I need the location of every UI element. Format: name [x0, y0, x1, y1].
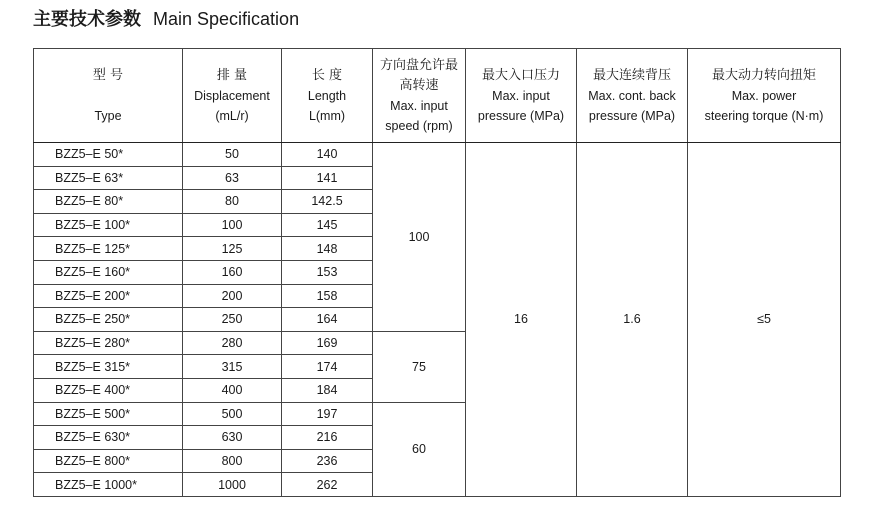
cell-type: BZZ5–E 1000*: [34, 473, 183, 497]
header-input-pressure-en-2: pressure (MPa): [477, 108, 565, 123]
cell-displacement: 630: [183, 426, 282, 450]
header-torque: [688, 49, 841, 143]
cell-length: 216: [282, 426, 373, 450]
header-type: [34, 49, 183, 143]
header-input-pressure: [466, 49, 577, 143]
cell-type: BZZ5–E 125*: [34, 237, 183, 261]
cell-length: 262: [282, 473, 373, 497]
header-length: [282, 49, 373, 143]
cell-input-pressure: 16: [466, 143, 577, 497]
cell-type: BZZ5–E 63*: [34, 166, 183, 190]
cell-displacement: 80: [183, 190, 282, 214]
cell-length: 145: [282, 213, 373, 237]
header-displacement: [183, 49, 282, 143]
header-type-cn: 型 号: [92, 67, 124, 83]
cell-displacement: 63: [183, 166, 282, 190]
cell-displacement: 160: [183, 260, 282, 284]
cell-displacement: 125: [183, 237, 282, 261]
cell-type: BZZ5–E 500*: [34, 402, 183, 426]
cell-type: BZZ5–E 50*: [34, 143, 183, 167]
cell-type: BZZ5–E 630*: [34, 426, 183, 450]
table-row: [34, 143, 841, 167]
cell-displacement: 280: [183, 331, 282, 355]
cell-length: 184: [282, 378, 373, 402]
header-length-unit: L(mm): [308, 108, 346, 123]
cell-length: 174: [282, 355, 373, 379]
header-speed-cn-1: 方向盘允许最: [379, 57, 458, 73]
cell-length: 236: [282, 449, 373, 473]
header-torque-en-2: steering torque (N·m): [704, 108, 824, 123]
title-chinese: 主要技术参数: [33, 9, 141, 30]
cell-length: 158: [282, 284, 373, 308]
specification-table: [33, 48, 841, 497]
header-torque-cn: 最大动力转向扭矩: [711, 67, 816, 83]
header-back-pressure-en-1: Max. cont. back: [588, 88, 676, 103]
cell-type: BZZ5–E 315*: [34, 355, 183, 379]
cell-type: BZZ5–E 250*: [34, 308, 183, 332]
cell-speed-group: 75: [373, 331, 466, 402]
header-type-spacer: [34, 86, 182, 106]
cell-type: BZZ5–E 160*: [34, 260, 183, 284]
header-displacement-unit: (mL/r): [215, 108, 249, 123]
cell-length: 141: [282, 166, 373, 190]
header-back-pressure-en-2: pressure (MPa): [588, 108, 676, 123]
cell-displacement: 400: [183, 378, 282, 402]
header-input-pressure-cn: 最大入口压力: [481, 67, 560, 83]
cell-back-pressure: 1.6: [577, 143, 688, 497]
cell-type: BZZ5–E 100*: [34, 213, 183, 237]
header-back-pressure-cn: 最大连续背压: [592, 67, 671, 83]
cell-length: 169: [282, 331, 373, 355]
cell-displacement: 50: [183, 143, 282, 167]
header-torque-en-1: Max. power: [731, 88, 797, 103]
cell-type: BZZ5–E 200*: [34, 284, 183, 308]
header-speed-en-2: speed (rpm): [385, 118, 453, 133]
cell-length: 164: [282, 308, 373, 332]
cell-length: 140: [282, 143, 373, 167]
cell-displacement: 250: [183, 308, 282, 332]
page-title: [33, 6, 299, 33]
cell-type: BZZ5–E 800*: [34, 449, 183, 473]
header-displacement-en: Displacement: [194, 88, 270, 103]
cell-speed-group: 100: [373, 143, 466, 332]
header-speed: [373, 49, 466, 143]
header-displacement-cn: 排 量: [216, 67, 248, 83]
cell-displacement: 200: [183, 284, 282, 308]
cell-displacement: 100: [183, 213, 282, 237]
header-row: [34, 49, 841, 143]
cell-type: BZZ5–E 80*: [34, 190, 183, 214]
cell-torque: ≤5: [688, 143, 841, 497]
title-english: Main Specification: [153, 9, 300, 29]
cell-length: 153: [282, 260, 373, 284]
cell-length: 142.5: [282, 190, 373, 214]
cell-type: BZZ5–E 400*: [34, 378, 183, 402]
cell-length: 197: [282, 402, 373, 426]
header-length-en: Length: [307, 88, 347, 103]
cell-displacement: 1000: [183, 473, 282, 497]
header-back-pressure: [577, 49, 688, 143]
cell-speed-group: 60: [373, 402, 466, 496]
cell-length: 148: [282, 237, 373, 261]
header-type-en: Type: [94, 108, 122, 123]
cell-displacement: 800: [183, 449, 282, 473]
header-speed-cn-2: 高转速: [399, 77, 439, 93]
header-speed-en-1: Max. input: [390, 98, 448, 113]
cell-displacement: 315: [183, 355, 282, 379]
header-length-cn: 长 度: [311, 67, 343, 83]
cell-displacement: 500: [183, 402, 282, 426]
cell-type: BZZ5–E 280*: [34, 331, 183, 355]
header-input-pressure-en-1: Max. input: [492, 88, 550, 103]
